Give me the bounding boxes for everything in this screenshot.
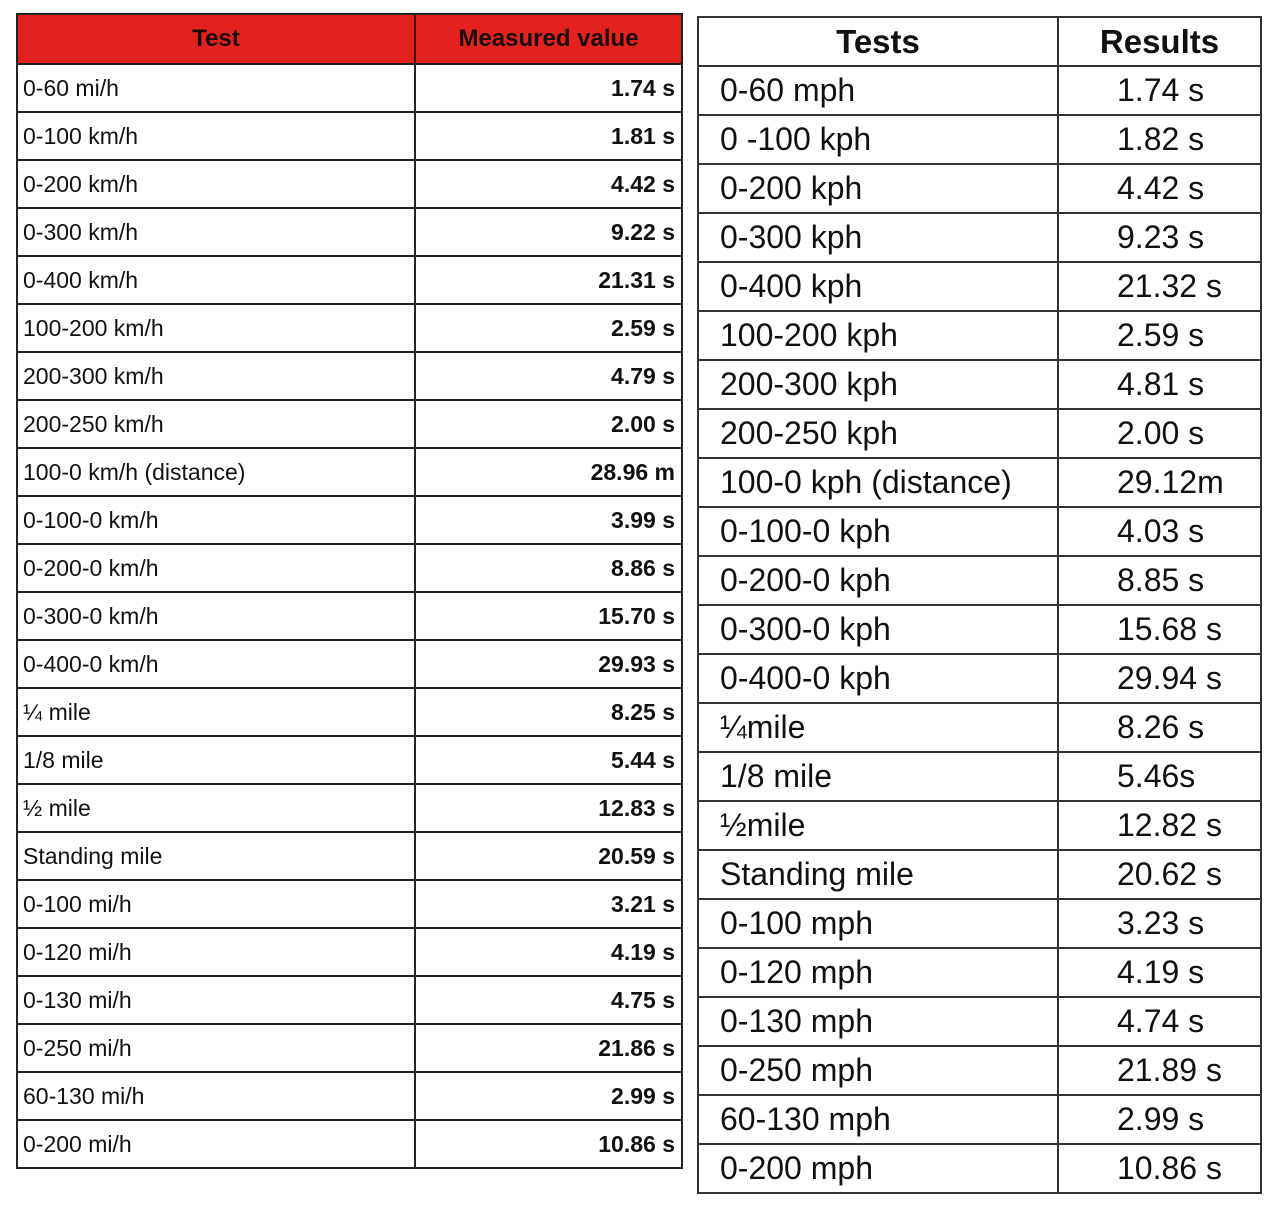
test-name-cell: 0-100 km/h bbox=[17, 112, 415, 160]
test-column-header: Test bbox=[17, 14, 415, 64]
table-row bbox=[698, 654, 1261, 703]
result-value-cell: 15.70 s bbox=[415, 592, 682, 640]
result-value-cell: 4.19 s bbox=[1058, 948, 1261, 997]
result-value-cell: 8.86 s bbox=[415, 544, 682, 592]
result-value-cell: 20.59 s bbox=[415, 832, 682, 880]
result-value-cell: 3.21 s bbox=[415, 880, 682, 928]
test-name-cell: 0-400 kph bbox=[698, 262, 1058, 311]
results-column-header: Results bbox=[1058, 17, 1261, 66]
test-name-cell: 0-200 mph bbox=[698, 1144, 1058, 1193]
test-name-cell: 0-100 mph bbox=[698, 899, 1058, 948]
result-value-cell: 10.86 s bbox=[415, 1120, 682, 1168]
result-value-cell: 21.31 s bbox=[415, 256, 682, 304]
test-name-cell: 0-200 km/h bbox=[17, 160, 415, 208]
result-value-cell: 29.12m bbox=[1058, 458, 1261, 507]
test-name-cell: 60-130 mph bbox=[698, 1095, 1058, 1144]
table-row bbox=[17, 784, 682, 832]
test-name-cell: 0-300-0 km/h bbox=[17, 592, 415, 640]
result-value-cell: 2.00 s bbox=[1058, 409, 1261, 458]
result-value-cell: 21.86 s bbox=[415, 1024, 682, 1072]
result-value-cell: 21.32 s bbox=[1058, 262, 1261, 311]
test-name-cell: 0-300 kph bbox=[698, 213, 1058, 262]
table-row bbox=[698, 556, 1261, 605]
table-row bbox=[17, 256, 682, 304]
result-value-cell: 20.62 s bbox=[1058, 850, 1261, 899]
test-name-cell: 0-130 mph bbox=[698, 997, 1058, 1046]
test-name-cell: 0-400-0 km/h bbox=[17, 640, 415, 688]
test-name-cell: 0-60 mi/h bbox=[17, 64, 415, 112]
table-row bbox=[17, 448, 682, 496]
test-name-cell: 0-100-0 km/h bbox=[17, 496, 415, 544]
result-value-cell: 12.83 s bbox=[415, 784, 682, 832]
table-row bbox=[17, 64, 682, 112]
test-name-cell: 0-200-0 km/h bbox=[17, 544, 415, 592]
result-value-cell: 15.68 s bbox=[1058, 605, 1261, 654]
table-row bbox=[698, 1095, 1261, 1144]
result-value-cell: 4.03 s bbox=[1058, 507, 1261, 556]
table-row bbox=[698, 311, 1261, 360]
result-value-cell: 1.74 s bbox=[1058, 66, 1261, 115]
test-name-cell: 200-300 kph bbox=[698, 360, 1058, 409]
result-value-cell: 8.25 s bbox=[415, 688, 682, 736]
table-row bbox=[17, 160, 682, 208]
test-name-cell: 0-200-0 kph bbox=[698, 556, 1058, 605]
test-name-cell: ¼mile bbox=[698, 703, 1058, 752]
table-row bbox=[17, 304, 682, 352]
table-row bbox=[17, 592, 682, 640]
table-row bbox=[698, 458, 1261, 507]
measured-values-table bbox=[16, 13, 683, 1169]
test-name-cell: 0-100-0 kph bbox=[698, 507, 1058, 556]
table-row bbox=[698, 850, 1261, 899]
table-row bbox=[698, 66, 1261, 115]
table-row bbox=[17, 688, 682, 736]
result-value-cell: 4.42 s bbox=[1058, 164, 1261, 213]
result-value-cell: 9.23 s bbox=[1058, 213, 1261, 262]
test-name-cell: 100-0 km/h (distance) bbox=[17, 448, 415, 496]
test-name-cell: 100-200 km/h bbox=[17, 304, 415, 352]
results-table bbox=[697, 16, 1262, 1194]
test-name-cell: 0-400-0 kph bbox=[698, 654, 1058, 703]
result-value-cell: 2.99 s bbox=[1058, 1095, 1261, 1144]
result-value-cell: 1.82 s bbox=[1058, 115, 1261, 164]
result-value-cell: 21.89 s bbox=[1058, 1046, 1261, 1095]
table-row bbox=[17, 1120, 682, 1168]
test-name-cell: 60-130 mi/h bbox=[17, 1072, 415, 1120]
test-name-cell: 200-250 km/h bbox=[17, 400, 415, 448]
table-row bbox=[17, 352, 682, 400]
test-name-cell: Standing mile bbox=[698, 850, 1058, 899]
table-row bbox=[17, 1072, 682, 1120]
tests-column-header: Tests bbox=[698, 17, 1058, 66]
table-row bbox=[698, 262, 1261, 311]
table-row bbox=[17, 832, 682, 880]
header-row bbox=[698, 17, 1261, 66]
table-row bbox=[17, 112, 682, 160]
table-row bbox=[698, 801, 1261, 850]
table-row bbox=[17, 1024, 682, 1072]
test-name-cell: 0-120 mph bbox=[698, 948, 1058, 997]
test-name-cell: 0 -100 kph bbox=[698, 115, 1058, 164]
test-name-cell: 0-200 kph bbox=[698, 164, 1058, 213]
table-row bbox=[17, 976, 682, 1024]
table-row bbox=[17, 928, 682, 976]
result-value-cell: 4.79 s bbox=[415, 352, 682, 400]
result-value-cell: 4.19 s bbox=[415, 928, 682, 976]
test-name-cell: 100-0 kph (distance) bbox=[698, 458, 1058, 507]
result-value-cell: 1.74 s bbox=[415, 64, 682, 112]
table-row bbox=[698, 213, 1261, 262]
table-row bbox=[698, 997, 1261, 1046]
result-value-cell: 2.59 s bbox=[415, 304, 682, 352]
table-row bbox=[17, 880, 682, 928]
result-value-cell: 1.81 s bbox=[415, 112, 682, 160]
table-row bbox=[698, 409, 1261, 458]
result-value-cell: 3.99 s bbox=[415, 496, 682, 544]
result-value-cell: 29.94 s bbox=[1058, 654, 1261, 703]
test-name-cell: Standing mile bbox=[17, 832, 415, 880]
result-value-cell: 4.42 s bbox=[415, 160, 682, 208]
table-row bbox=[17, 736, 682, 784]
test-name-cell: 0-130 mi/h bbox=[17, 976, 415, 1024]
table-row bbox=[698, 164, 1261, 213]
result-value-cell: 4.75 s bbox=[415, 976, 682, 1024]
result-value-cell: 2.00 s bbox=[415, 400, 682, 448]
result-value-cell: 4.74 s bbox=[1058, 997, 1261, 1046]
result-value-cell: 9.22 s bbox=[415, 208, 682, 256]
table-row bbox=[698, 360, 1261, 409]
test-name-cell: 0-200 mi/h bbox=[17, 1120, 415, 1168]
test-name-cell: ½mile bbox=[698, 801, 1058, 850]
result-value-cell: 10.86 s bbox=[1058, 1144, 1261, 1193]
result-value-cell: 4.81 s bbox=[1058, 360, 1261, 409]
table-row bbox=[17, 496, 682, 544]
table-row bbox=[17, 640, 682, 688]
test-name-cell: 0-300 km/h bbox=[17, 208, 415, 256]
table-row bbox=[698, 1144, 1261, 1193]
table-row bbox=[698, 507, 1261, 556]
test-name-cell: 0-120 mi/h bbox=[17, 928, 415, 976]
result-value-cell: 28.96 m bbox=[415, 448, 682, 496]
test-name-cell: 0-400 km/h bbox=[17, 256, 415, 304]
test-name-cell: ½ mile bbox=[17, 784, 415, 832]
table-row bbox=[698, 703, 1261, 752]
result-value-cell: 8.26 s bbox=[1058, 703, 1261, 752]
test-name-cell: 0-300-0 kph bbox=[698, 605, 1058, 654]
result-value-cell: 8.85 s bbox=[1058, 556, 1261, 605]
test-name-cell: 1/8 mile bbox=[698, 752, 1058, 801]
result-value-cell: 2.59 s bbox=[1058, 311, 1261, 360]
result-value-cell: 2.99 s bbox=[415, 1072, 682, 1120]
test-name-cell: ¼ mile bbox=[17, 688, 415, 736]
table-row bbox=[698, 605, 1261, 654]
test-name-cell: 100-200 kph bbox=[698, 311, 1058, 360]
result-value-cell: 3.23 s bbox=[1058, 899, 1261, 948]
test-name-cell: 0-250 mph bbox=[698, 1046, 1058, 1095]
table-row bbox=[698, 1046, 1261, 1095]
result-value-cell: 29.93 s bbox=[415, 640, 682, 688]
test-name-cell: 0-100 mi/h bbox=[17, 880, 415, 928]
table-row bbox=[698, 899, 1261, 948]
table-row bbox=[17, 208, 682, 256]
header-row bbox=[17, 14, 682, 64]
table-row bbox=[698, 752, 1261, 801]
table-row bbox=[17, 544, 682, 592]
measured-value-column-header: Measured value bbox=[415, 14, 682, 64]
result-value-cell: 5.44 s bbox=[415, 736, 682, 784]
test-name-cell: 1/8 mile bbox=[17, 736, 415, 784]
table-row bbox=[698, 115, 1261, 164]
test-name-cell: 200-250 kph bbox=[698, 409, 1058, 458]
table-row bbox=[698, 948, 1261, 997]
result-value-cell: 12.82 s bbox=[1058, 801, 1261, 850]
test-name-cell: 200-300 km/h bbox=[17, 352, 415, 400]
test-name-cell: 0-60 mph bbox=[698, 66, 1058, 115]
test-name-cell: 0-250 mi/h bbox=[17, 1024, 415, 1072]
table-row bbox=[17, 400, 682, 448]
result-value-cell: 5.46s bbox=[1058, 752, 1261, 801]
